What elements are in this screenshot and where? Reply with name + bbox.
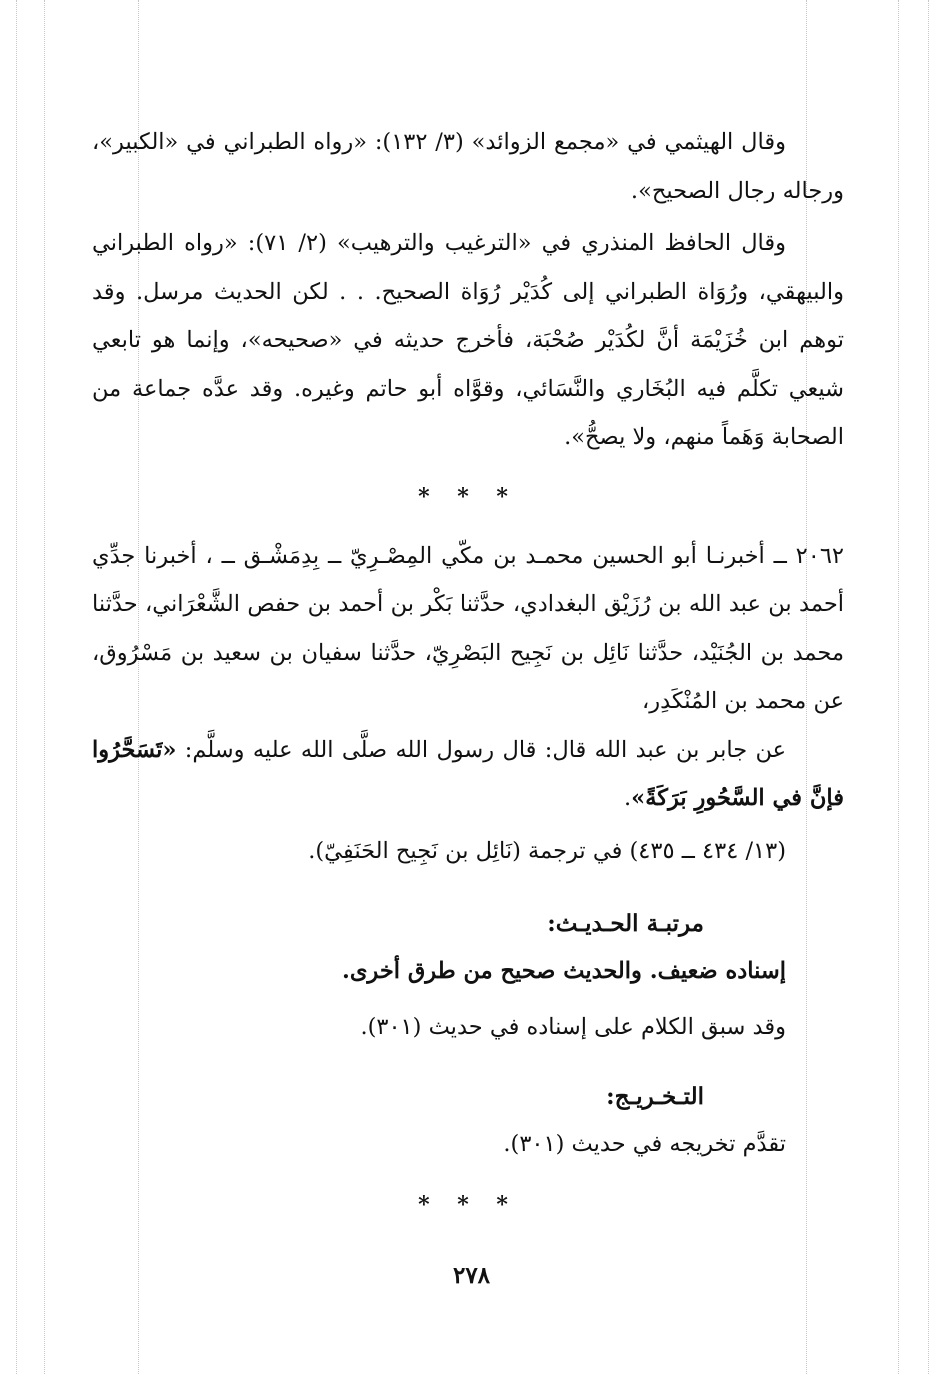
takhrij-heading: التـخـريـج: bbox=[606, 1082, 704, 1110]
hadith-end: . bbox=[623, 785, 632, 811]
margin-guide-line bbox=[928, 0, 929, 1374]
hadith-rank-note: وقد سبق الكلام على إسناده في حديث (٣٠١). bbox=[360, 1014, 786, 1040]
hadith-matn bbox=[92, 726, 844, 823]
hadith-text: «تَسَحَّرُوا فإنَّ في السَّحُورِ بَرَكَةً» bbox=[92, 736, 844, 811]
paragraph-haythami: وقال الهيثمي في «مجمع الزوائد» (٣/ ١٣٢): «رواه الطبراني في «الكبير»، ورجاله رجال الصحيح». bbox=[92, 129, 844, 204]
takhrij-text: تقدَّم تخريجه في حديث (٣٠١). bbox=[503, 1130, 786, 1157]
margin-guide-line bbox=[16, 0, 17, 1374]
page-number: ٢٧٨ bbox=[452, 1262, 491, 1289]
hadith-narrator: عن جابر بن عبد الله قال: قال رسول الله صلَّى الله عليه وسلَّم: bbox=[176, 736, 786, 763]
hadith-rank-verdict: إسناده ضعيف. والحديث صحيح من طرق أخرى. bbox=[341, 958, 786, 984]
hadith-rank-heading: مرتبـة الحـديـث: bbox=[547, 910, 704, 937]
hadith-isnad: ٢٠٦٢ ــ أخبرنـا أبو الحسين محمـد بن مكّي المِصْـرِيّ ــ بِدِمَشْـق ــ ، أخبرنا جدِّي أحمد بن عبد الله بن رُزَيْق البغدادي، حدَّثنا بَكْر بن أحمد بن حفص الشَّعْرَاني، حدَّثنا محمد بن الجُنَيْد، حدَّثنا نَائِل بن نَجِيح البَصْرِيّ، حدَّثنا سفيان بن سعيد بن مَسْرُوق، عن محمد بن المُنْكَدِر، bbox=[92, 542, 844, 714]
source-reference: (١٣/ ٤٣٤ ــ ٤٣٥) في ترجمة (نَائِل بن نَجِيح الحَنَفِيّ). bbox=[308, 837, 786, 864]
margin-guide-line bbox=[898, 0, 899, 1374]
paragraph-mundhiri: وقال الحافظ المنذري في «الترغيب والترهيب» (٢/ ٧١): «رواه الطبراني والبيهقي، ورُوَاة الطبراني إلى كُدَيْر رُوَاة الصحيح. . . لكن الحديث مرسل. وقد توهم ابن خُزَيْمَة أنَّ لكُدَيْر صُحْبَة، فأخرج حديثه في «صحيحه»، وإنما هو تابعي شيعي تكلَّم فيه البُخَاري والنَّسَائي، وقوَّاه أبو حاتم وغيره. وقد عدَّه جماعة من الصحابة وَهَماً منهم، ولا يصحُّ». bbox=[92, 230, 844, 450]
margin-guide-line bbox=[44, 0, 45, 1374]
page-content bbox=[92, 118, 844, 1240]
section-separator: * * * bbox=[418, 483, 518, 510]
section-separator: * * * bbox=[418, 1192, 518, 1218]
